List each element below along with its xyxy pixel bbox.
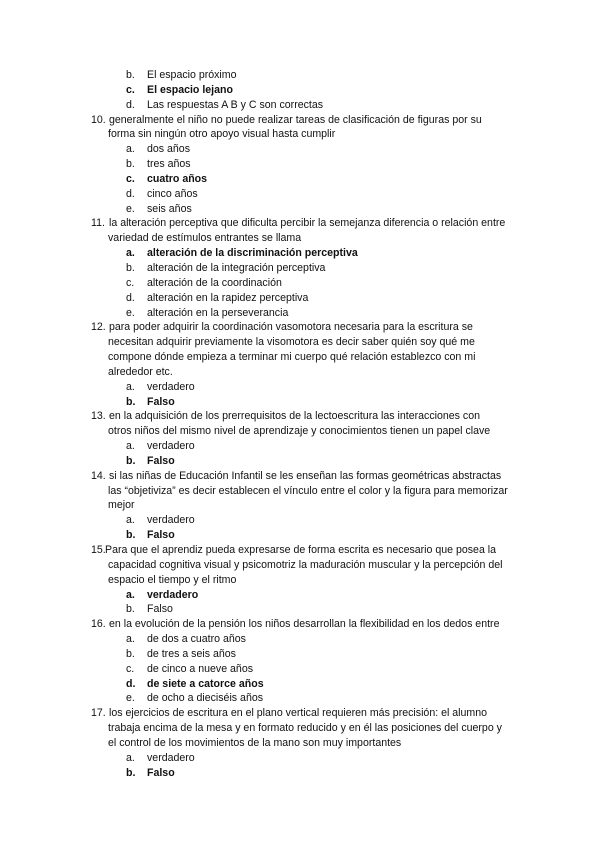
question-stem-first-line — [0, 113, 600, 128]
option-marker: a. — [126, 514, 135, 527]
document-page — [0, 68, 600, 781]
question-text: espacio el tiempo y el ritmo — [108, 573, 237, 586]
question-text: generalmente el niño no puede realizar tareas de clasificación de figuras por su — [109, 113, 482, 126]
option-text: Falso — [147, 454, 175, 467]
answer-option — [0, 261, 600, 276]
option-text: de tres a seis años — [147, 647, 236, 660]
question-text: variedad de estímulos entrantes se llama — [108, 232, 302, 245]
answer-option — [0, 602, 600, 617]
question-stem-line — [0, 365, 600, 380]
option-text: de ocho a dieciséis años — [147, 692, 264, 705]
answer-option-selected — [0, 766, 600, 781]
option-text: El espacio próximo — [147, 69, 237, 81]
option-marker: d. — [126, 98, 135, 111]
question-block — [0, 216, 600, 246]
option-marker: a. — [126, 143, 135, 156]
option-text: Falso — [147, 529, 175, 542]
option-text: Falso — [147, 603, 173, 616]
option-marker: a. — [126, 633, 135, 646]
question-stem-line — [0, 721, 600, 736]
answer-option — [0, 662, 600, 677]
answer-option-selected — [0, 528, 600, 543]
option-marker: a. — [126, 588, 135, 601]
answer-option — [0, 632, 600, 647]
option-text: de siete a catorce años — [147, 677, 264, 690]
question-stem-first-line — [0, 543, 600, 558]
question-stem-line — [0, 498, 600, 513]
question-text: si las niñas de Educación Infantil se les enseñan las formas geométricas abstractas — [109, 469, 502, 482]
option-marker: b. — [126, 766, 136, 779]
question-stem-first-line — [0, 706, 600, 721]
option-text: alteración de la coordinación — [147, 276, 282, 289]
answer-option — [0, 647, 600, 662]
question-stem-first-line — [0, 617, 600, 632]
answer-option — [0, 98, 600, 113]
option-text: verdadero — [147, 751, 195, 764]
question-number: 11. — [91, 217, 105, 230]
question-text: Para que el aprendiz pueda expresarse de forma escrita es necesario que posea la — [105, 544, 497, 556]
option-marker: b. — [126, 158, 135, 171]
option-marker: a. — [126, 751, 135, 764]
option-marker: c. — [126, 83, 135, 96]
question-stem-first-line — [0, 409, 600, 424]
option-marker: a. — [126, 247, 135, 260]
answer-option — [0, 157, 600, 172]
question-text: compone dónde empieza a terminar mi cuerpo qué relación establezco con mi — [108, 351, 476, 364]
answer-option-selected — [0, 677, 600, 692]
option-text: cuatro años — [147, 172, 208, 185]
answer-option — [0, 142, 600, 157]
question-text: forma sin ningún otro apoyo visual hasta cumplir — [108, 128, 336, 141]
option-marker: b. — [126, 261, 135, 274]
question-number: 13. — [91, 410, 106, 423]
question-stem-line — [0, 127, 600, 142]
question-text: mejor — [108, 499, 135, 512]
option-marker: c. — [126, 662, 135, 675]
option-text: de cinco a nueve años — [147, 662, 254, 675]
question-text: otros niños del mismo nivel de aprendizaje y conocimientos tienen un papel clave — [108, 425, 491, 438]
question-number: 15. — [91, 544, 106, 556]
question-stem-line — [0, 558, 600, 573]
option-text: verdadero — [147, 514, 195, 527]
answer-option-selected — [0, 83, 600, 98]
answer-option — [0, 306, 600, 321]
option-text: verdadero — [147, 588, 199, 601]
question-number: 12. — [91, 321, 106, 334]
option-marker: b. — [126, 69, 135, 81]
question-stem-line — [0, 424, 600, 439]
answer-option — [0, 202, 600, 217]
question-stem-line — [0, 736, 600, 751]
option-marker: d. — [126, 291, 135, 304]
question-text: necesitan adquirir previamente la visomotora es decir saber quién soy qué me — [108, 336, 475, 349]
question-text: el control de los movimientos de la mano son muy importantes — [108, 736, 402, 749]
option-marker: a. — [126, 440, 135, 453]
option-marker: b. — [126, 395, 136, 408]
question-text: en la adquisición de los prerrequisitos de la lectoescritura las interacciones con — [109, 410, 480, 423]
answer-option-selected — [0, 172, 600, 187]
option-marker: d. — [126, 677, 136, 690]
question-stem-line — [0, 484, 600, 499]
option-text: seis años — [147, 202, 192, 215]
question-stem-first-line — [0, 469, 600, 484]
option-text: verdadero — [147, 380, 195, 393]
question-text: capacidad cognitiva visual y psicomotriz la maduración muscular y la percepción del — [108, 558, 503, 571]
answer-option — [0, 291, 600, 306]
option-marker: c. — [126, 172, 135, 185]
question-block — [0, 113, 600, 143]
option-text: Las respuestas A B y C son correctas — [147, 98, 324, 111]
question-number: 16. — [91, 618, 106, 631]
question-text: los ejercicios de escritura en el plano vertical requieren más precisión: el alumno — [109, 707, 488, 720]
option-marker: b. — [126, 529, 136, 542]
answer-option — [0, 380, 600, 395]
option-text: Falso — [147, 766, 175, 779]
answer-option-selected — [0, 395, 600, 410]
option-marker: b. — [126, 603, 135, 616]
option-text: alteración en la perseverancia — [147, 306, 289, 319]
answer-option-selected — [0, 454, 600, 469]
answer-option — [0, 68, 600, 83]
question-stem-line — [0, 350, 600, 365]
option-text: verdadero — [147, 440, 195, 453]
option-text: de dos a cuatro años — [147, 633, 246, 646]
question-text: alrededor etc. — [108, 365, 173, 378]
option-text: alteración de la discriminación perceptiva — [147, 247, 358, 260]
question-block — [0, 706, 600, 751]
question-text: para poder adquirir la coordinación vasomotora necesaria para la escritura se — [109, 321, 473, 334]
option-marker: e. — [126, 202, 135, 215]
question-stem-line — [0, 573, 600, 588]
option-text: El espacio lejano — [147, 83, 233, 96]
option-marker: d. — [126, 187, 135, 200]
question-stem-first-line — [0, 320, 600, 335]
answer-option — [0, 439, 600, 454]
answer-option — [0, 276, 600, 291]
answer-option — [0, 187, 600, 202]
answer-option-selected — [0, 246, 600, 261]
option-marker: c. — [126, 276, 135, 289]
option-marker: b. — [126, 647, 135, 660]
question-block — [0, 543, 600, 588]
option-text: cinco años — [147, 187, 198, 200]
question-block — [0, 617, 600, 632]
question-block — [0, 320, 600, 379]
question-text: las “objetiviza” es decir establecen el vínculo entre el color y la figura para memorizar — [108, 484, 508, 497]
option-marker: b. — [126, 454, 136, 467]
option-marker: a. — [126, 380, 135, 393]
option-marker: e. — [126, 306, 135, 319]
option-marker: e. — [126, 692, 135, 705]
question-block — [0, 469, 600, 514]
answer-option-selected — [0, 588, 600, 603]
option-text: Falso — [147, 395, 175, 408]
option-text: alteración de la integración perceptiva — [147, 261, 326, 274]
option-text: dos años — [147, 143, 190, 156]
question-number: 17. — [91, 707, 106, 720]
answer-option — [0, 513, 600, 528]
option-text: alteración en la rapidez perceptiva — [147, 291, 309, 304]
option-text: tres años — [147, 158, 191, 171]
answer-option — [0, 691, 600, 706]
question-number: 10. — [91, 113, 106, 126]
question-text: trabaja encima de la mesa y en formato reducido y en él las posiciones del cuerpo y — [108, 722, 502, 735]
question-text: en la evolución de la pensión los niños desarrollan la flexibilidad en los dedos entre — [109, 618, 500, 631]
question-block — [0, 409, 600, 439]
question-text: la alteración perceptiva que dificulta percibir la semejanza diferencia o relación entre — [109, 217, 506, 230]
answer-option — [0, 751, 600, 766]
question-number: 14. — [91, 469, 106, 482]
question-stem-first-line — [0, 216, 600, 231]
question-stem-line — [0, 231, 600, 246]
question-stem-line — [0, 335, 600, 350]
